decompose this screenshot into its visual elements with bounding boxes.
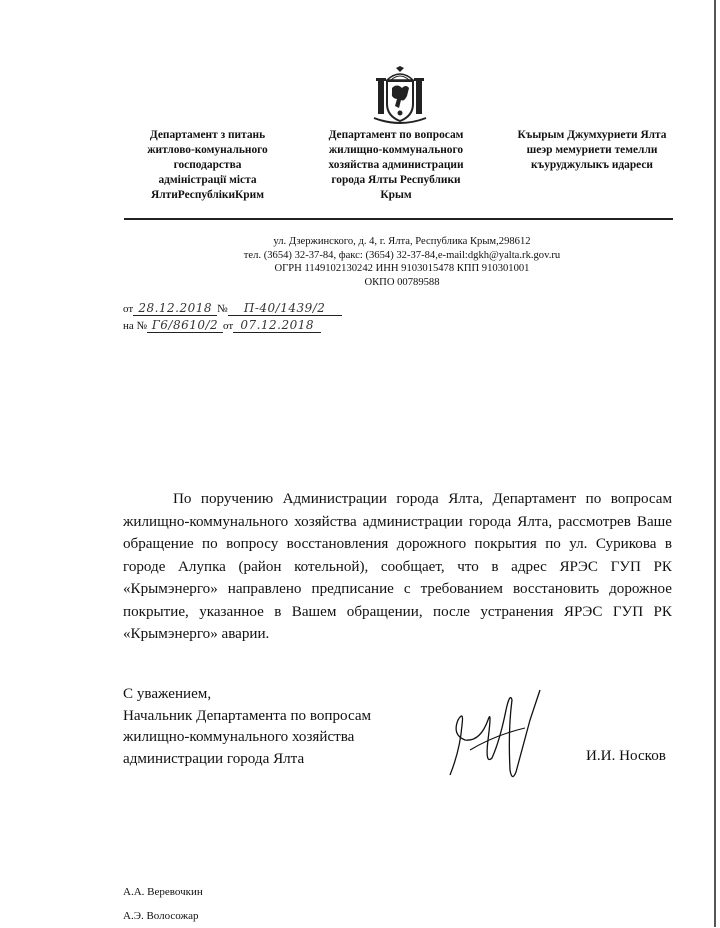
page-edge — [714, 0, 716, 927]
header-russian — [298, 128, 494, 203]
address-block — [212, 235, 592, 289]
header-crimean-tatar — [486, 128, 698, 173]
header-ua-line: ЯлтиРеспублікиКрим — [151, 189, 264, 201]
address-street: ул. Дзержинского, д. 4, г. Ялта, Республика Крым,298612 — [273, 236, 531, 247]
header-crh-line: Къырым Джумхуриети Ялта — [517, 129, 667, 141]
ref-in-number: Г6/8610/2 — [147, 318, 223, 333]
header-crh-line: къуруджулыкъ идареси — [531, 159, 653, 171]
signer-name: И.И. Носков — [586, 748, 666, 764]
header-ua-line: житлово-комунального — [147, 144, 268, 156]
header-ua-line: Департамент з питань — [149, 129, 266, 141]
executors-block — [123, 880, 203, 928]
header-ru-line: хозяйства администрации — [328, 159, 464, 171]
position-line: Начальник Департамента по вопросам — [123, 707, 372, 724]
ref-in-from-label: от — [223, 320, 234, 332]
letter-body — [123, 488, 672, 646]
handwritten-signature — [440, 680, 550, 790]
regards-line: С уважением, — [123, 686, 212, 702]
ref-date: 28.12.2018 — [133, 301, 217, 316]
header-divider — [124, 218, 673, 220]
header-ru-line: Департамент по вопросам — [328, 129, 464, 141]
ref-number-label: № — [217, 303, 228, 315]
header-crh-line: шеэр мемуриети темелли — [526, 144, 658, 156]
address-registry: ОГРН 1149102130242 ИНН 9103015478 КПП 910301001 — [274, 263, 530, 274]
ref-number: П-40/1439/2 — [228, 301, 342, 316]
ref-to-label: на № — [123, 320, 148, 332]
address-contacts: тел. (3654) 32-37-84, факс: (3654) 32-37-84,e-mail:dgkh@yalta.rk.gov.ru — [243, 249, 561, 261]
position-line: администрации города Ялта — [123, 750, 305, 767]
executor-name: А.А. Веревочкин — [123, 886, 203, 898]
header-ru-line: города Ялты Республики — [331, 174, 461, 186]
executor-name: А.Э. Волосожар — [123, 910, 199, 922]
ref-from-label: от — [123, 303, 134, 315]
header-ua-line: адміністрації міста — [158, 174, 257, 186]
position-line: жилищно-коммунального хозяйства — [123, 729, 355, 745]
address-okpo: ОКПО 00789588 — [364, 276, 440, 288]
closing-block — [123, 684, 371, 770]
outgoing-ref — [123, 301, 342, 316]
header-ua-line: господарства — [173, 159, 242, 171]
header-ukrainian — [110, 128, 305, 203]
header-ru-line: Крым — [380, 189, 412, 201]
ref-in-date: 07.12.2018 — [233, 318, 321, 333]
incoming-ref — [123, 318, 321, 333]
coat-of-arms-icon — [369, 66, 431, 126]
body-paragraph: По поручению Администрации города Ялта, Департамент по вопросам жилищно-коммунального хозяйства администрации города Ялта, рассмотрев Ваше обращение по вопросу восстановления дорожного покрытия по ул. Сурикова в городе Алупка (район котельной), сообщает, что в адрес ЯРЭС ГУП РК «Крымэнерго» направлено предписание с требованием восстановить дорожное покрытие, указанное в Вашем обращении, после устранения ЯРЭС ГУП РК «Крымэнерго» аварии. — [123, 491, 672, 642]
header-ru-line: жилищно-коммунального — [328, 144, 464, 156]
